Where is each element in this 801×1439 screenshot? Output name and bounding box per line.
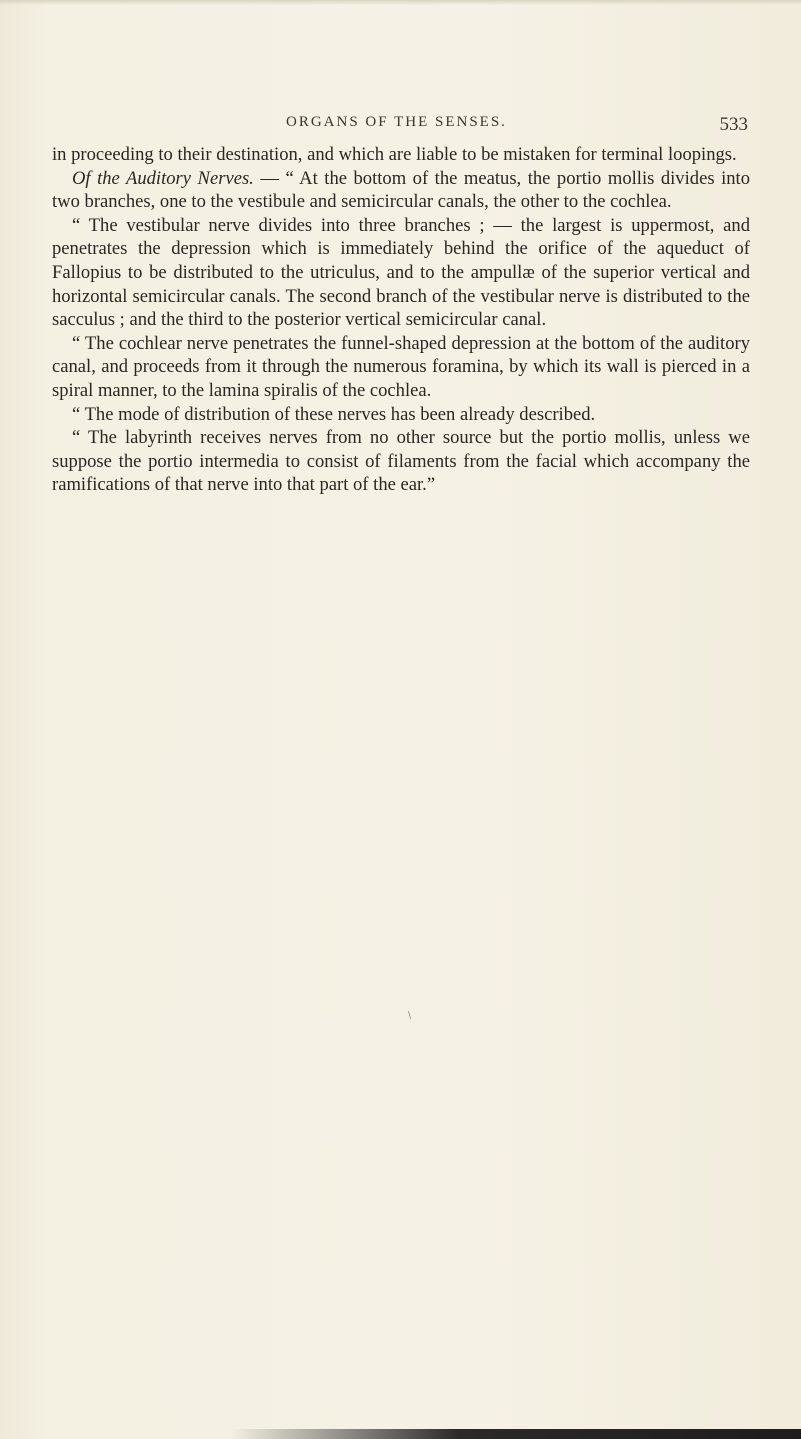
paragraph-auditory-nerves bbox=[52, 167, 750, 214]
running-title: ORGANS OF THE SENSES. bbox=[286, 114, 507, 130]
paragraph-vestibular-nerve bbox=[52, 214, 750, 332]
paragraph-text: “ The mode of distribution of these nerves has been already described. bbox=[72, 403, 596, 425]
page-bottom-shadow bbox=[230, 1429, 801, 1439]
page-top-edge bbox=[0, 0, 801, 5]
paragraph-text: — “ At the bottom of the meatus, the portio mollis divides into two branches, one to the vestibule and semicircular canals, the other to the cochlea. bbox=[52, 167, 750, 213]
paragraph-text: in proceeding to their destination, and which are liable to be mistaken for terminal loopings. bbox=[52, 144, 737, 165]
paragraph-labyrinth bbox=[52, 426, 750, 497]
stray-ink-mark: \ bbox=[408, 1011, 412, 1021]
page-number: 533 bbox=[719, 114, 748, 135]
paragraph-continuation bbox=[52, 143, 750, 167]
paragraph-text: “ The vestibular nerve divides into three branches ; — the largest is uppermost, and penetrates the depression which is immediately behind the orifice of the aqueduct of Fallopius to be distributed to the utriculus, and to the ampullæ of the superior vertical and horizontal semicircular canals. The second branch of the vestibular nerve is distributed to the sacculus ; and the third to the posterior vertical semicircular canal. bbox=[52, 214, 750, 331]
paragraph-text: “ The cochlear nerve penetrates the funnel-shaped depression at the bottom of the auditory canal, and proceeds from it through the numerous foramina, by which its wall is pierced in a spiral manner, to the lamina spiralis of the cochlea. bbox=[52, 332, 750, 401]
running-head bbox=[52, 114, 752, 140]
body-text bbox=[52, 143, 750, 497]
paragraph-distribution bbox=[52, 403, 750, 427]
paragraph-text: “ The labyrinth receives nerves from no other source but the portio mollis, unless we suppose the portio intermedia to consist of filaments from the facial which accompany the ramifications of that nerve into that part of the ear.” bbox=[52, 427, 750, 496]
section-heading: Of the Auditory Nerves. bbox=[72, 167, 254, 189]
paragraph-cochlear-nerve bbox=[52, 332, 750, 403]
